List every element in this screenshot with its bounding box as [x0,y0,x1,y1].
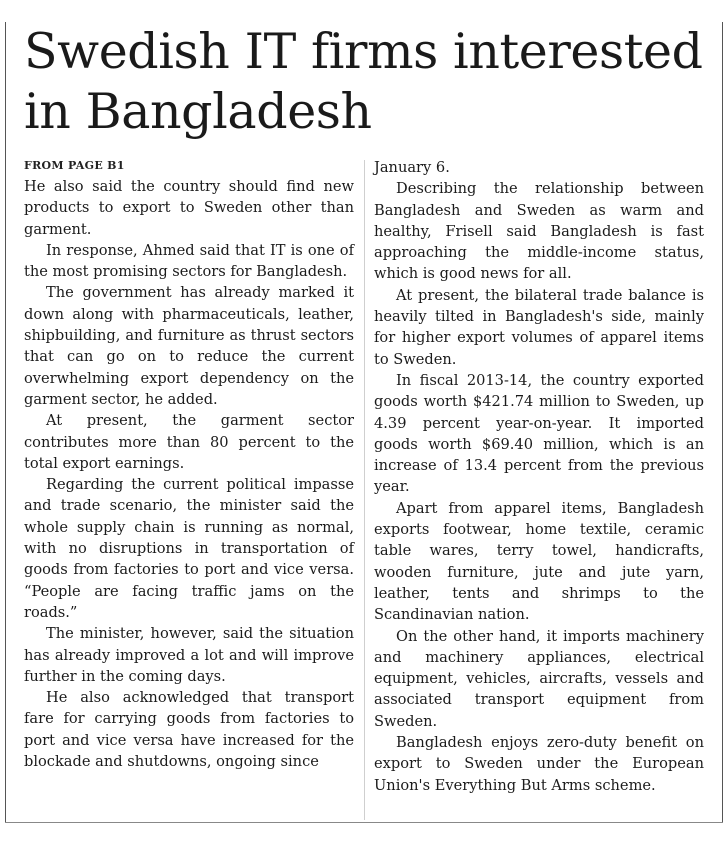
paragraph: He also said the country should find new products to export to Sweden other than garment. [24,178,354,238]
left-border-rule [5,22,6,822]
column-divider [364,160,365,820]
bottom-border-rule [5,822,723,823]
paragraph: Regarding the current political impasse and trade scenario, the minister said the whole supply chain is running as normal, with no disruptions in transportation of goods from factories to port and vice versa. “People are facing traffic jams on the roads.” [24,476,354,621]
paragraph: Bangladesh enjoys zero-duty benefit on export to Sweden under the European Union's Everything But Arms scheme. [374,734,704,794]
paragraph: The government has already marked it down along with pharmaceuticals, leather, shipbuilding, and furniture as thrust sectors that can go on to reduce the current overwhelming export dependency on the garment sector, he added. [24,284,354,408]
right-border-rule [722,22,723,822]
paragraph-continuation: January 6. [374,159,450,176]
paragraph: Apart from apparel items, Bangladesh exports footwear, home textile, ceramic table wares, terry towel, handicrafts, wooden furniture, jute and jute yarn, leather, tents and shrimps to the Scandinavian nation. [374,499,704,624]
paragraph: In fiscal 2013-14, the country exported goods worth $421.74 million to Sweden, up 4.39 percent year-on-year. It imported goods worth $69.40 million, which is an increase of 13.4 percent from the previous year. [374,371,704,496]
paragraph: He also acknowledged that transport fare for carrying goods from factories to port and vice versa have increased for the blockade and shutdowns, ongoing since [24,689,354,771]
paragraph: At present, the bilateral trade balance is heavily tilted in Bangladesh's side, mainly for higher export volumes of apparel items to Sweden. [374,286,704,368]
paragraph: In response, Ahmed said that IT is one of the most promising sectors for Bangladesh. [24,241,354,281]
article-column-left [24,156,354,772]
paragraph: On the other hand, it imports machinery and machinery appliances, electrical equipment, vehicles, aircrafts, vessels and associated transport equipment from Sweden. [374,627,704,730]
headline: Swedish IT firms interested in Bangladesh [24,23,703,140]
continuation-kicker: FROM PAGE B1 [24,159,125,172]
paragraph: Describing the relationship between Bangladesh and Sweden as warm and healthy, Frisell said Bangladesh is fast approaching the middle-income status, which is good news for all. [374,180,704,283]
paragraph: The minister, however, said the situation has already improved a lot and will improve further in the coming days. [24,625,354,685]
paragraph: At present, the garment sector contributes more than 80 percent to the total export earnings. [24,412,354,472]
article-column-right [374,157,704,796]
